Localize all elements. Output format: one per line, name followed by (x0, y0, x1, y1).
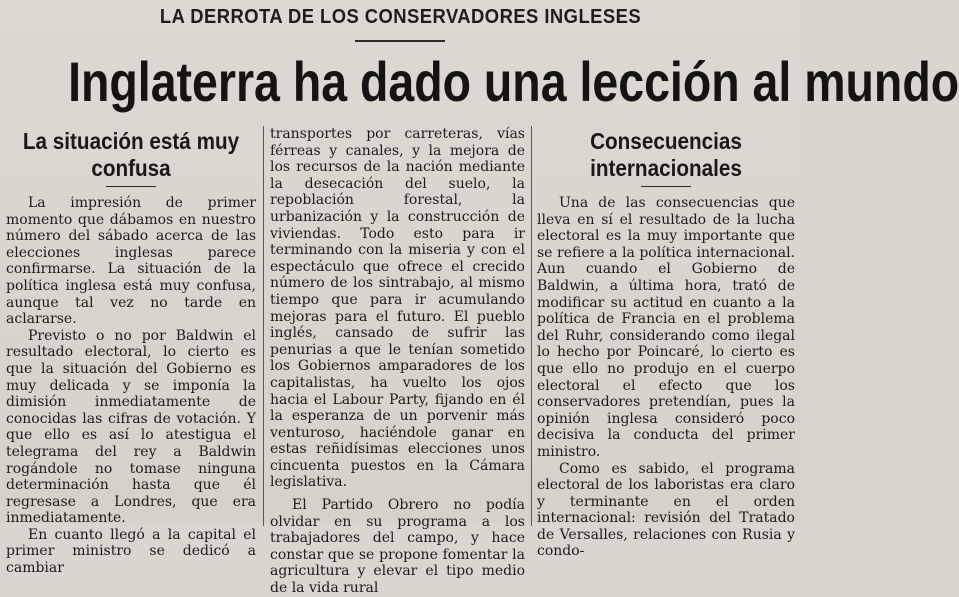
left-paragraph: Previsto o no por Baldwin el resultado electoral, lo cierto es que la situación del Gobierno es muy delicada y se imponía la dimisión inmediatamente de conocidas las cifras de votación. Y que ello es así lo atestigua el telegrama del rey a Baldwin rogándole no tomase ninguna determinación hasta que él regresase a Londres, que era inmediatamente. (6, 327, 256, 527)
main-headline: Inglaterra ha dado una lección al mundo (68, 50, 959, 113)
column-divider-right (531, 126, 532, 526)
right-paragraph: Una de las consecuencias que lleva en sí el resultado de la lucha electoral es la muy importante que se refiere a la política internacional. Aun cuando el Gobierno de Baldwin, a última hora, trató de modificar su actitud en cuanto a la política de Francia en el problema del Ruhr, considerando como ilegal lo hecho por Poincaré, lo cierto es que ello no produjo en el cuerpo electoral el efecto que los conservadores pretendían, pues la opinión inglesa consideró poco decisiva la conducta del primer ministro. (537, 195, 795, 460)
right-paragraph: Como es sabido, el programa electoral de los laboristas era claro y terminante en el orden internacional: revisión del Tratado de Versalles, relaciones con Rusia y condo- (537, 460, 795, 560)
middle-paragraph: transportes por carreteras, vías férreas y canales, y la mejora de los recursos de la nación mediante la desecación del suelo, la repoblación forestal, la urbanización y la construcción de viviendas. Todo esto para ir terminando con la miseria y con el espectáculo que ofrece el crecido número de los sintrabajo, al mismo tiempo que para ir acumulando mejoras para el futuro. El pueblo inglés, cansado de sufrir las penurias a que le tenían sometido los Gobiernos amparadores de los capitalistas, ha vuelto los ojos hacia el Labour Party, fijando en él la esperanza de un porvenir más venturoso, haciéndole ganar en estas reñidísimas elecciones unos cincuenta puestos en la Cámara legislativa. (270, 126, 525, 491)
right-subhead-rule (641, 186, 691, 187)
kicker-heading: LA DERROTA DE LOS CONSERVADORES INGLESES (159, 6, 642, 28)
column-left (6, 126, 256, 577)
kicker-rule (355, 40, 445, 42)
column-right (537, 126, 795, 560)
left-subhead: La situación está muy confusa (22, 128, 240, 181)
right-subhead: Consecuencias internacionales (590, 128, 742, 181)
middle-paragraph: El Partido Obrero no podía olvidar en su programa a los trabajadores del campo, y hace constar que se propone fomentar la agricultura y elevar el tipo medio de la vida rural (270, 497, 525, 597)
left-paragraph: En cuanto llegó a la capital el primer ministro se dedicó a cambiar (6, 526, 256, 577)
left-subhead-rule (106, 186, 156, 187)
left-paragraph: La impresión de primer momento que dábamos en nuestro número del sábado acerca de las elecciones inglesas parece confirmarse. La situación de la política inglesa está muy confusa, aunque tal vez no tarde en aclararse. (6, 195, 256, 328)
column-divider-left (263, 126, 264, 526)
column-middle (270, 126, 525, 597)
